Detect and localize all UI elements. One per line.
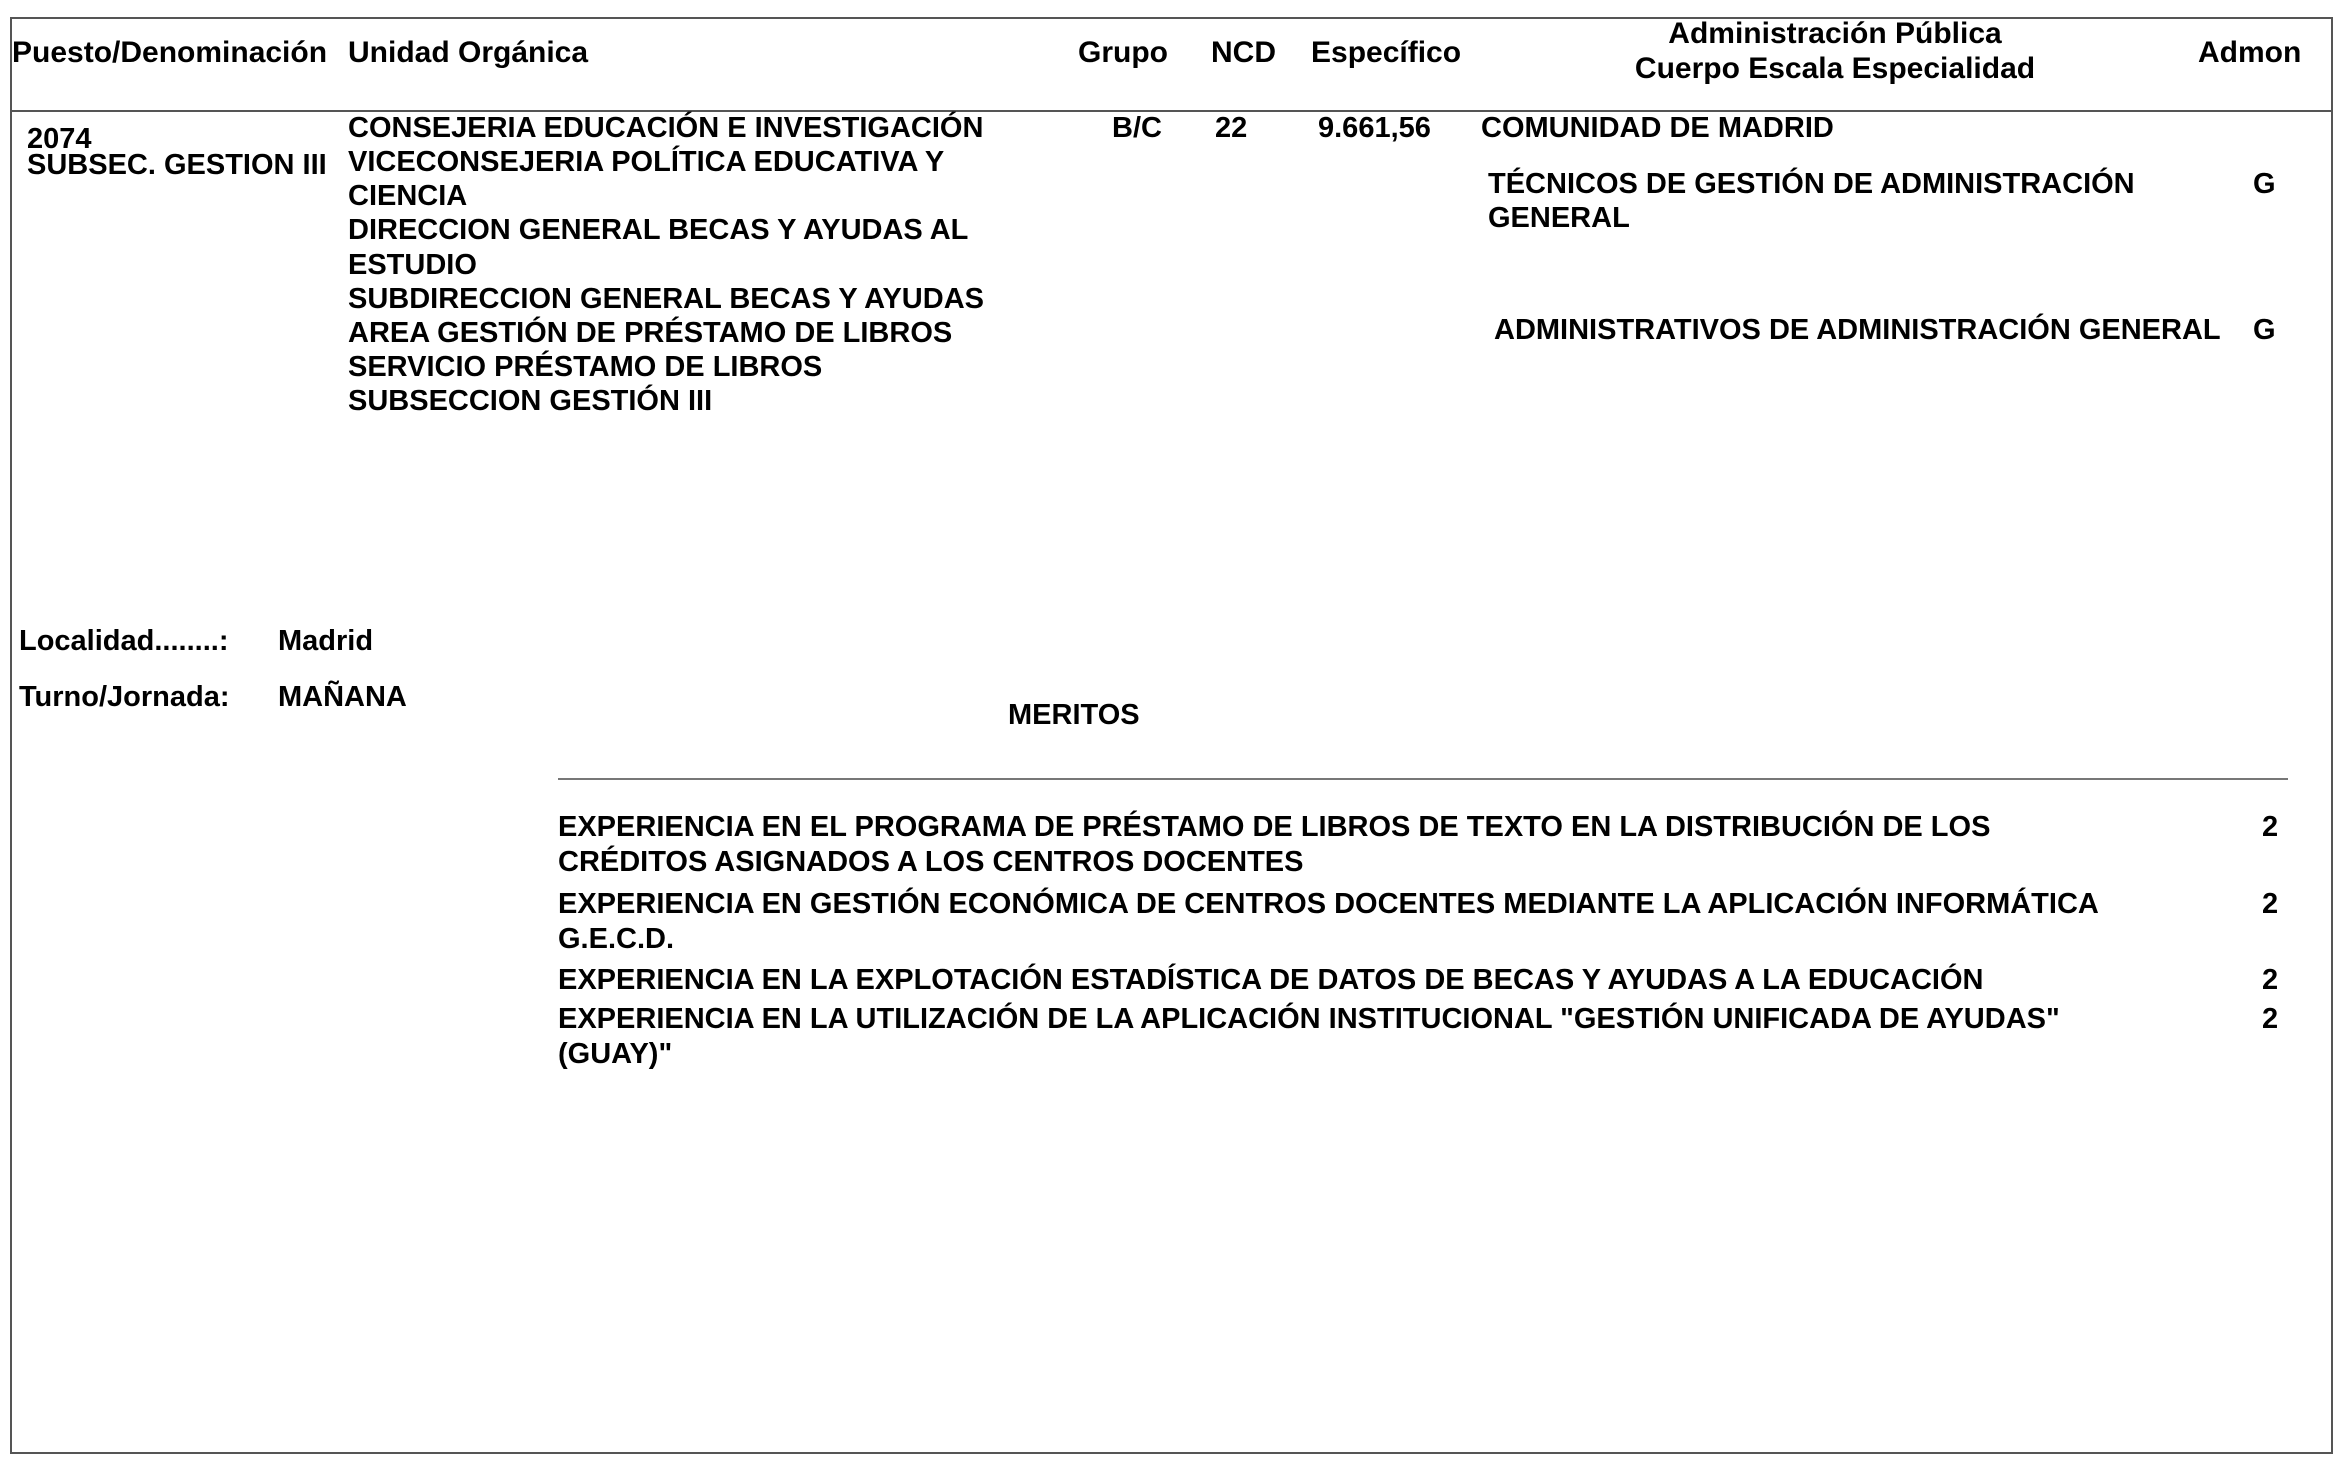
merito-item: G.E.C.D. <box>558 923 675 955</box>
merito-points: 2 <box>2262 811 2279 843</box>
header-especifico: Específico <box>1311 36 1462 69</box>
unidad-line: SUBDIRECCION GENERAL BECAS Y AYUDAS <box>348 283 984 315</box>
cuerpo-admon: G <box>2253 314 2276 346</box>
ncd-value: 22 <box>1215 112 1248 144</box>
puesto-denominacion: SUBSEC. GESTION III <box>27 149 327 181</box>
especifico-value: 9.661,56 <box>1318 112 1431 144</box>
unidad-line: CONSEJERIA EDUCACIÓN E INVESTIGACIÓN <box>348 112 984 144</box>
merito-points: 2 <box>2262 1003 2279 1035</box>
puesto-numero: 2074 <box>27 123 92 155</box>
merito-item: EXPERIENCIA EN LA UTILIZACIÓN DE LA APLICACIÓN INSTITUCIONAL "GESTIÓN UNIFICADA DE AYUDAS" <box>558 1003 2060 1035</box>
merito-item: EXPERIENCIA EN LA EXPLOTACIÓN ESTADÍSTICA DE DATOS DE BECAS Y AYUDAS A LA EDUCACIÓN <box>558 964 1984 996</box>
merito-item: CRÉDITOS ASIGNADOS A LOS CENTROS DOCENTES <box>558 846 1304 878</box>
merito-item: EXPERIENCIA EN GESTIÓN ECONÓMICA DE CENTROS DOCENTES MEDIANTE LA APLICACIÓN INFORMÁTICA <box>558 888 2099 920</box>
grupo-value: B/C <box>1112 112 1162 144</box>
header-cuerpo-escala: Cuerpo Escala Especialidad <box>1634 52 2036 85</box>
merito-item: (GUAY)" <box>558 1038 673 1070</box>
unidad-line: ESTUDIO <box>348 249 477 281</box>
meritos-title: MERITOS <box>1008 699 1140 731</box>
meritos-divider <box>558 778 2288 780</box>
administracion-value: COMUNIDAD DE MADRID <box>1481 112 1834 144</box>
localidad-value: Madrid <box>278 625 374 657</box>
cuerpo-admon: G <box>2253 168 2276 200</box>
turno-value: MAÑANA <box>278 681 407 713</box>
header-puesto: Puesto/Denominación <box>12 36 328 69</box>
localidad-label: Localidad........: <box>19 625 229 657</box>
cuerpo-line: ADMINISTRATIVOS DE ADMINISTRACIÓN GENERAL <box>1494 314 2221 346</box>
unidad-line: SUBSECCION GESTIÓN III <box>348 385 713 417</box>
unidad-line: VICECONSEJERIA POLÍTICA EDUCATIVA Y <box>348 146 945 178</box>
turno-label: Turno/Jornada: <box>19 681 230 713</box>
unidad-line: SERVICIO PRÉSTAMO DE LIBROS <box>348 351 823 383</box>
merito-item: EXPERIENCIA EN EL PROGRAMA DE PRÉSTAMO DE LIBROS DE TEXTO EN LA DISTRIBUCIÓN DE LOS <box>558 811 1991 843</box>
merito-points: 2 <box>2262 964 2279 996</box>
cuerpo-line: GENERAL <box>1488 202 1630 234</box>
unidad-line: AREA GESTIÓN DE PRÉSTAMO DE LIBROS <box>348 317 953 349</box>
header-unidad: Unidad Orgánica <box>348 36 589 69</box>
unidad-line: CIENCIA <box>348 180 468 212</box>
header-ncd: NCD <box>1211 36 1276 69</box>
cuerpo-line: TÉCNICOS DE GESTIÓN DE ADMINISTRACIÓN <box>1488 168 2135 200</box>
unidad-line: DIRECCION GENERAL BECAS Y AYUDAS AL <box>348 214 969 246</box>
header-administracion: Administración Pública <box>1668 17 2002 50</box>
merito-points: 2 <box>2262 888 2279 920</box>
header-admon: Admon <box>2198 36 2302 69</box>
header-grupo: Grupo <box>1078 36 1168 69</box>
